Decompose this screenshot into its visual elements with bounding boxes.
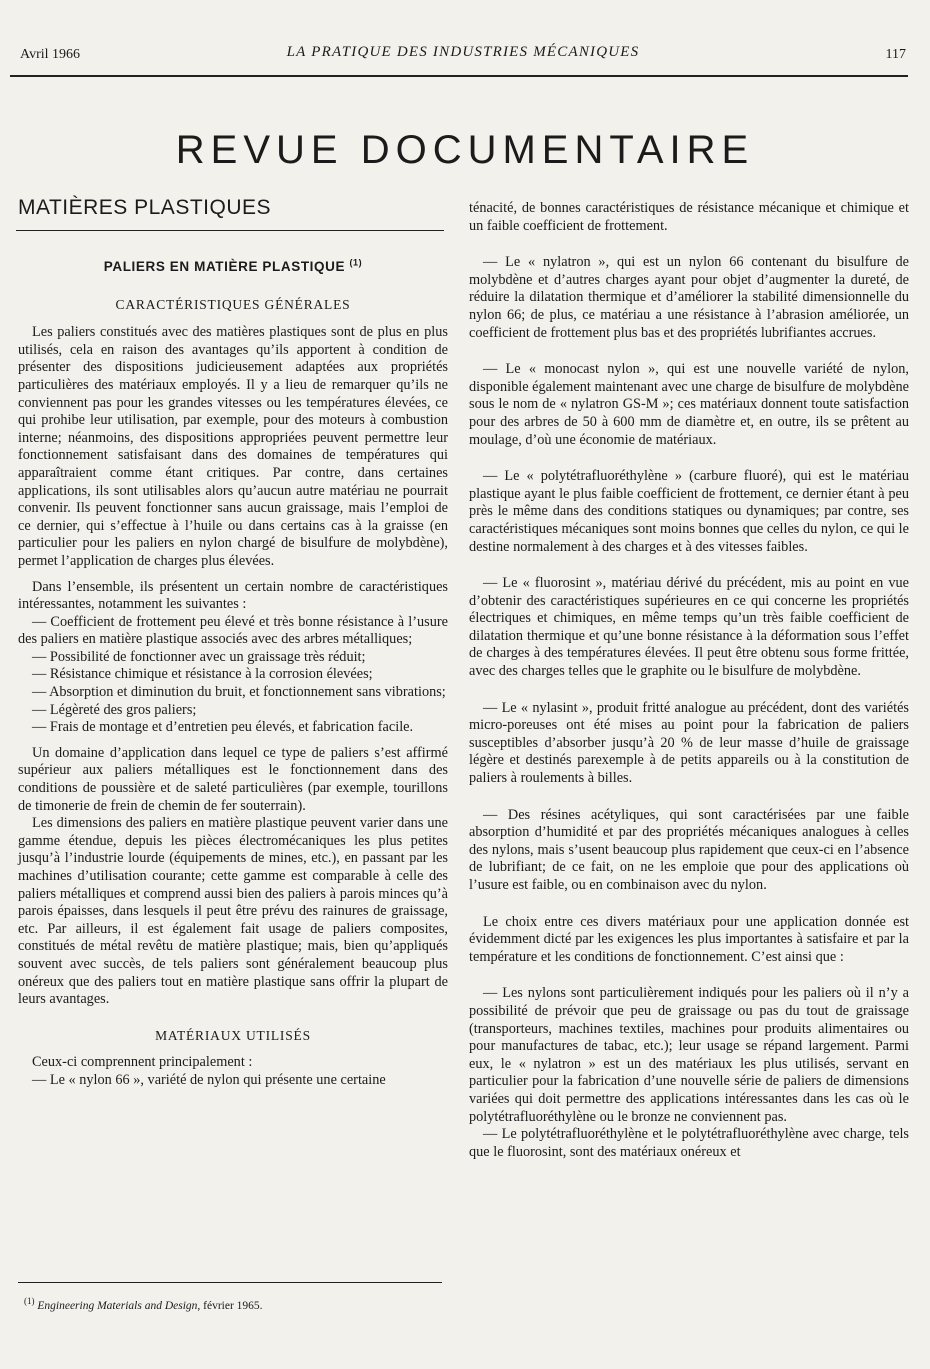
footnote-date: février 1965. [203, 1300, 263, 1312]
list-item: — Absorption et diminution du bruit, et fonctionnement sans vibrations; [32, 684, 446, 701]
paragraph: — Le « nylon 66 », variété de nylon qui présente une certaine [32, 1071, 386, 1088]
article-title: PALIERS EN MATIÈRE PLASTIQUE $^{(1)}$ [103, 257, 363, 274]
paragraph: — Le « nylatron », qui est un nylon 66 contenant du bisulfure de molybdène et d’autres charges ayant pour objet d’augmenter la dureté, de réduire la dilatation thermique et d’améliorer la stabilité dimensionnelle du nylon 66; de plus, ce matériau a une résistance à l’abrasion améliorée, un coefficient de frottement plus bas et des propriétés lubrifiantes accrues. [469, 254, 909, 341]
footnote-marker: (1) [24, 1296, 35, 1307]
paragraph: — Le « monocast nylon », qui est une nouvelle variété de nylon, disponible également maintenant avec une charge de bisulfure de molybdène sous le nom de « nylatron GS-M »; ces matériaux donnent toute satisfaction pour des arbres de 50 à 600 mm de diamètre et, en outre, ils se prêtent au moulage, d’où une économie de matériaux. [469, 361, 909, 448]
footnote [24, 1296, 263, 1312]
section-heading: MATIÈRES PLASTIQUES [18, 196, 271, 219]
running-head [16, 44, 910, 66]
page-number: 117 [885, 47, 906, 62]
paragraph: — Le polytétrafluoréthylène et le polytétrafluoréthylène avec charge, tels que le fluorosint, sont des matériaux onéreux et [469, 1126, 909, 1160]
paragraph: — Le « fluorosint », matériau dérivé du précédent, mis au point en vue d’obtenir des caractéristiques supérieures en ce qui concerne les propriétés électriques et chimiques, en même temps qu’un très faible coefficient de dilatation thermique et qu’une bonne résistance à la déformation sous l’effet de charges à des températures élevées. Il peut être obtenu sous forme frittée, avec des charges telles que le graphite ou le bisulfure de molybdène. [469, 575, 909, 680]
paragraph: — Les nylons sont particulièrement indiqués pour les paliers où il n’y a possibilité de prévoir que peu de graissage ou pas du tout de graissage (transporteurs, machines textiles, machines pour produits alimentaires ou pour manufactures de tabac, etc.); leur usage se répand largement. Parmi eux, le « nylatron » est un des matériaux les plus utilisés, servant en particulier pour la fabrication d’une nouvelle série de paliers de dimensions variées qui doit permettre des applications intéressantes dans les cas où le polytétrafluoréthylène ou le bronze ne conviennent pas. [469, 985, 909, 1125]
paragraph: Dans l’ensemble, ils présentent un certain nombre de caractéristiques intéressantes, notamment les suivantes : [18, 578, 448, 613]
paragraph: — Le « nylasint », produit fritté analogue au précédent, dont des variétés micro-poreuses ont été mises au point pour la fabrication de paliers susceptibles d’absorber jusqu’à 20 % de leur masse d’huile de graissage légère et destinés parexemple à de petits appareils ou à la constitution de paliers à roulements à billes. [469, 699, 909, 787]
footnote-rule [18, 1282, 442, 1283]
page-title: REVUE DOCUMENTAIRE [175, 128, 755, 172]
subheading-materials: MATÉRIAUX UTILISÉS [155, 1027, 311, 1043]
issue-date: Avril 1966 [20, 47, 81, 62]
paragraph: — Des résines acétyliques, qui sont caractérisées par une faible absorption d’humidité et par des propriétés mécaniques analogues à celles des nylons, mais s’usent beaucoup plus rapidement que ceux-ci en l’absence de lubrifiant; de ce fait, on ne les emploie que pour des applications où l’usure est faible, ou en combinaison avec du nylon. [469, 806, 909, 893]
list-item: — Résistance chimique et résistance à la corrosion élevées; [32, 666, 373, 683]
paragraph: Les paliers constitués avec des matières plastiques sont de plus en plus utilisés, cela en raison des avantages qu’ils apportent à condition de présenter des dispositions judicieusement adaptées aux propriétés particulières des matériaux employés. Il y a lieu de remarquer qu’ils ne conviennent pas pour les grandes vitesses ou les températures élevées, ce qui prohibe leur utilisation, par exemple, pour des moteurs à combustion interne; néanmoins, des dispositions appropriées peuvent permettre leur fonctionnement satisfaisant dans des domaines de températures qui apparaîtraient comme étant critiques. Par contre, dans certaines applications, ils sont utilisables alors qu’aucun autre matériau ne pourrait convenir. Ils peuvent fonctionner sans aucun graissage, mais l’emploi de ce dernier, qui s’effectue à l’huile ou dans certains cas à la graisse (en particulier pour les paliers en nylon chargé de bisulfure de molybdène), permet l’application de charges plus élevées. [18, 324, 448, 569]
header-rule [10, 75, 908, 77]
right-column [469, 200, 909, 1161]
left-column [18, 258, 448, 1090]
footnote-ref: (1) [349, 257, 363, 268]
paragraph: Ceux-ci comprennent principalement : [32, 1054, 253, 1071]
list-item: — Possibilité de fonctionner avec un graissage très réduit; [32, 648, 366, 665]
paragraph: Le choix entre ces divers matériaux pour une application donnée est évidemment dicté par les exigences les plus importantes à satisfaire et par la température et les conditions de fonctionnement. C’est ainsi que : [469, 913, 909, 965]
list-item: — Coefficient de frottement peu élevé et très bonne résistance à l’usure des paliers en matière plastique associés avec des arbres métalliques; [18, 613, 448, 648]
section-rule [16, 230, 444, 231]
list-item: — Frais de montage et d’entretien peu élevés, et fabrication facile. [32, 719, 414, 736]
paragraph: Les dimensions des paliers en matière plastique peuvent varier dans une gamme étendue, depuis les pièces électromécaniques les plus petites jusqu’à l’industrie lourde (équipements de mines, etc.), en passant par les machines d’utilisation courante; cette gamme est comparable à celle des paliers métalliques et comprend aussi bien des paliers à parois minces qu’à parois épaisses, dans lesquels il peut être prévu des rainures de graissage, etc. Par ailleurs, il est également fait usage de paliers composites, constitués de métal revêtu de matière plastique; mais, bien qu’appliqués souvent avec succès, de tels paliers sont généralement beaucoup plus onéreux que des paliers tout en matière plastique sans offrir la plupart de leurs avantages. [18, 815, 448, 1008]
subheading-general: CARACTÉRISTIQUES GÉNÉRALES [115, 296, 351, 312]
journal-title: LA PRATIQUE DES INDUSTRIES MÉCANIQUES [286, 44, 640, 60]
footnote-source: Engineering Materials and Design, [37, 1300, 201, 1312]
list-item: — Légèreté des gros paliers; [32, 701, 197, 718]
paragraph: Un domaine d’application dans lequel ce type de paliers s’est affirmé supérieur aux paliers métalliques est le fonctionnement dans des conditions de poussière et de saleté particulières (par exemple, tourillons de timonerie de frein de chemin de fer souterrain). [18, 744, 448, 814]
paragraph: — Le « polytétrafluoréthylène » (carbure fluoré), qui est le matériau plastique ayant le plus faible coefficient de frottement, ce dernier étant à peu près le même dans des conditions statiques ou dynamiques; par contre, ses caractéristiques mécaniques sont moins bonnes que celles du nylon, ce qui le destine normalement à des charges et à des vitesses faibles. [469, 468, 909, 555]
paragraph: ténacité, de bonnes caractéristiques de résistance mécanique et chimique et un faible coefficient de frottement. [469, 200, 909, 234]
